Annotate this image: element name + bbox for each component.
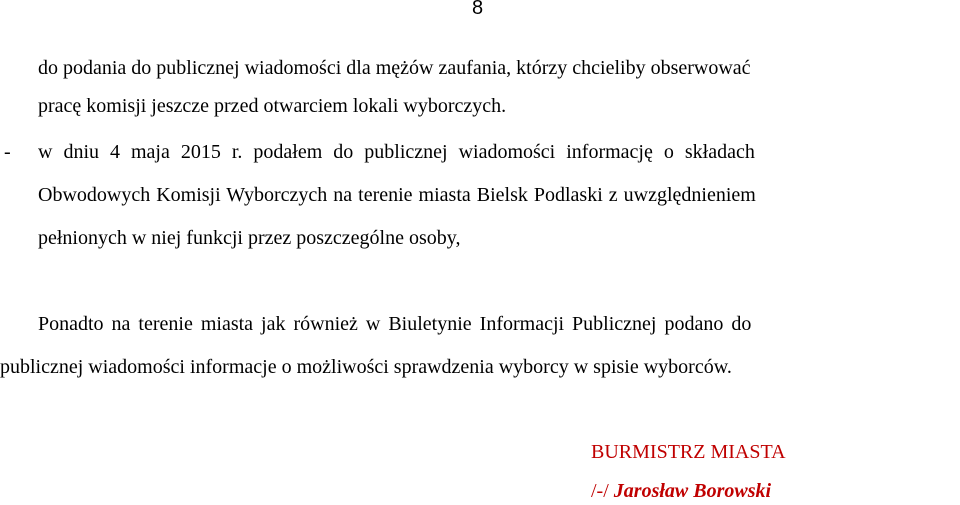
bullet-line: w dniu 4 maja 2015 r. podałem do publicznej wiadomości informację o składach (38, 141, 755, 163)
bullet-line: Obwodowych Komisji Wyborczych na terenie miasta Bielsk Podlaski z uwzględnieniem (38, 184, 756, 206)
signature-name: Jarosław Borowski (613, 480, 772, 502)
bullet-marker: - (4, 141, 11, 163)
page-number: 8 (472, 0, 484, 19)
paragraph-line: publicznej wiadomości informacje o możliwości sprawdzenia wyborcy w spisie wyborców. (0, 356, 732, 378)
signature-title: BURMISTRZ MIASTA (591, 441, 786, 463)
signature-block (591, 479, 771, 503)
bullet-line: pełnionych w niej funkcji przez poszczególne osoby, (38, 227, 461, 249)
paragraph-line: do podania do publicznej wiadomości dla mężów zaufania, którzy chcieliby obserwować (38, 57, 751, 79)
signature-prefix: /-/ (591, 480, 609, 502)
paragraph-line: pracę komisji jeszcze przed otwarciem lokali wyborczych. (38, 95, 507, 117)
paragraph-line: Ponadto na terenie miasta jak również w Biuletynie Informacji Publicznej podano do (38, 313, 752, 335)
